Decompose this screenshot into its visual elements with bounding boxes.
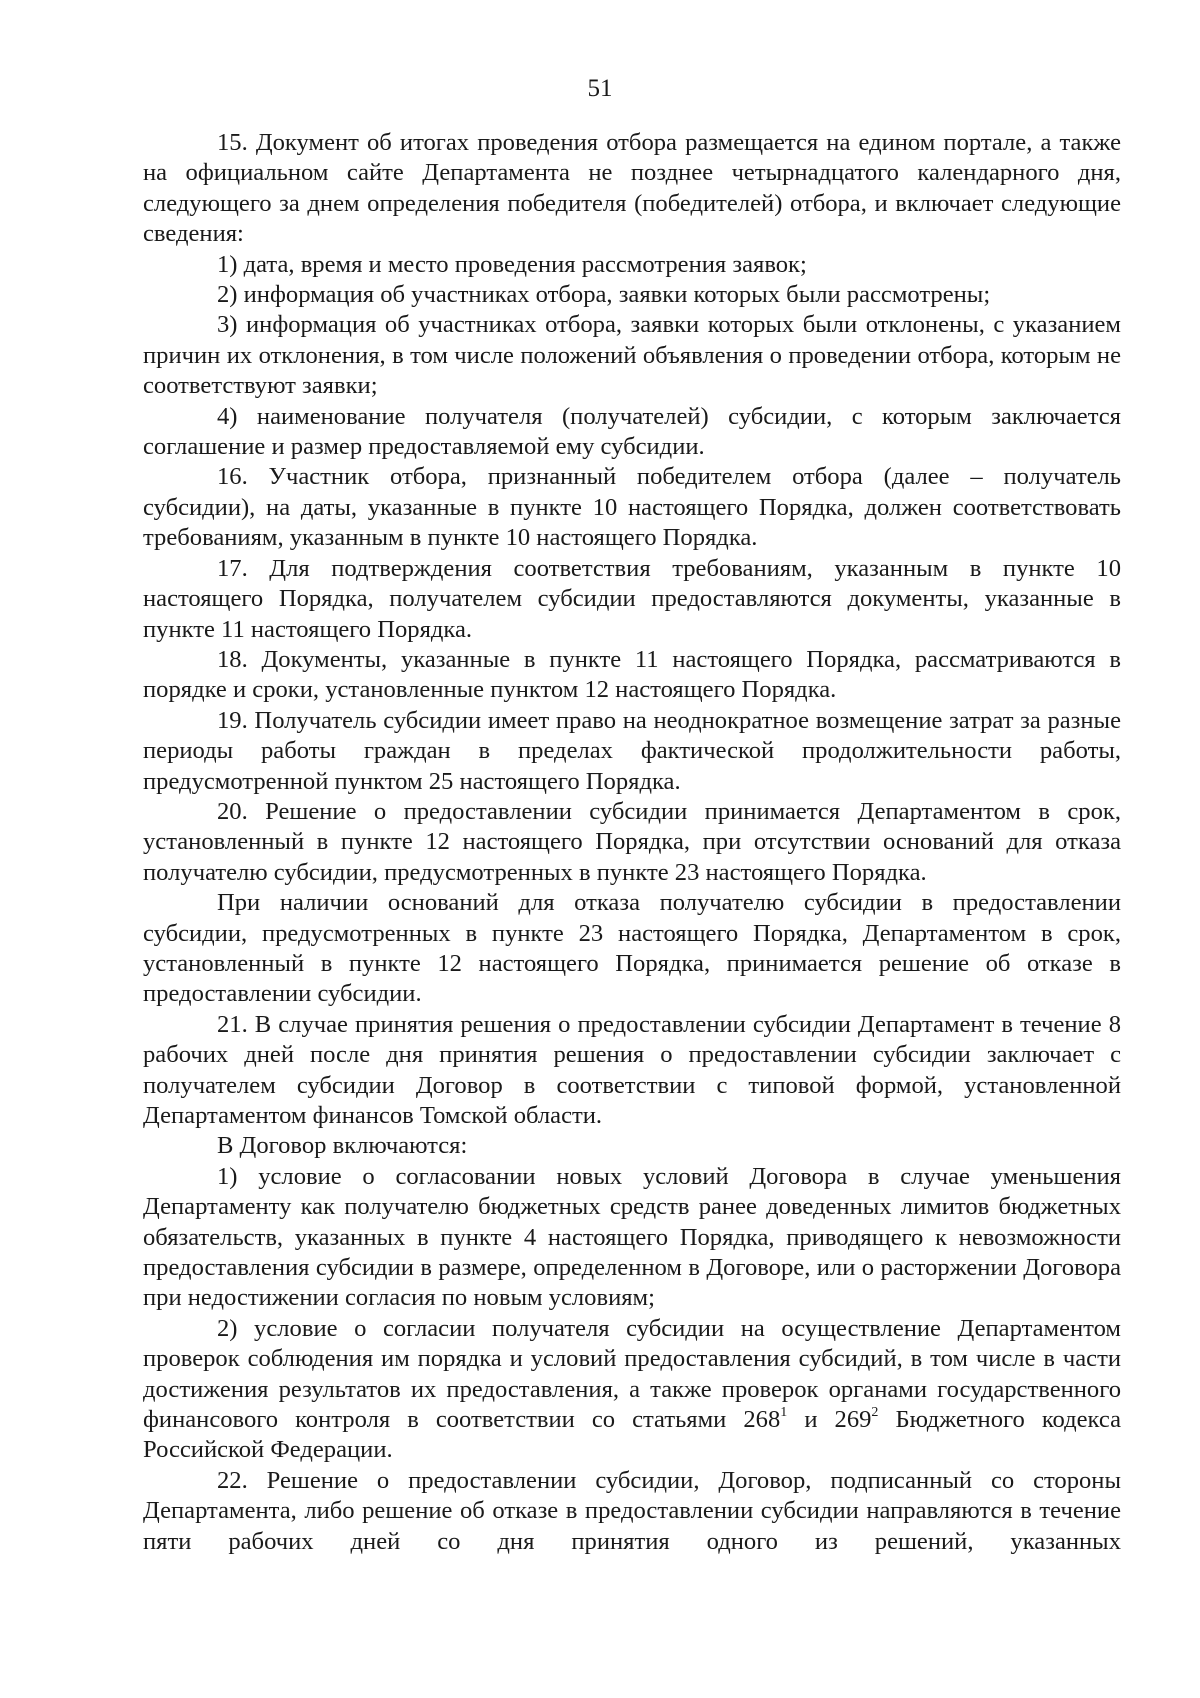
paragraph-21-item-1: 1) условие о согласовании новых условий Договора в случае уменьшения Департаменту как получателю бюджетных средств ранее доведенных лимитов бюджетных обязательств, указанных в пункте 4 настоящего Порядка, приводящего к невозможности предоставления субсидии в размере, определенном в Договоре, или о расторжении Договора при недостижении согласия по новым условиям; [143, 1162, 1121, 1312]
paragraph-21-item-2-text-middle: и 269 [787, 1406, 872, 1434]
paragraph-15-item-1: 1) дата, время и место проведения рассмотрения заявок; [217, 250, 807, 278]
paragraph-18: 18. Документы, указанные в пункте 11 настоящего Порядка, рассматриваются в порядке и сроки, установленные пунктом 12 настоящего Порядка. [143, 645, 1121, 704]
paragraph-15: 15. Документ об итогах проведения отбора размещается на едином портале, а также на официальном сайте Департамента не позднее четырнадцатого календарного дня, следующего за днем определения победителя (победителей) отбора, и включает следующие сведения: [143, 129, 1121, 248]
paragraph-21: 21. В случае принятия решения о предоставлении субсидии Департамент в течение 8 рабочих дней после дня принятия решения о предоставлении субсидии заключает с получателем субсидии Договор в соответствии с типовой формой, установленной Департаментом финансов Томской области. [143, 1010, 1121, 1129]
paragraph-16: 16. Участник отбора, признанный победителем отбора (далее – получатель субсидии), на даты, указанные в пункте 10 настоящего Порядка, должен соответствовать требованиям, указанным в пункте 10 настоящего Порядка. [143, 463, 1121, 552]
superscript-1: 1 [780, 1404, 788, 1420]
paragraph-20: 20. Решение о предоставлении субсидии принимается Департаментом в срок, установленный в пункте 12 настоящего Порядка, при отсутствии оснований для отказа получателю субсидии, предусмотренных в пункте 23 настоящего Порядка. [143, 797, 1121, 886]
paragraph-15-item-4: 4) наименование получателя (получателей) субсидии, с которым заключается соглашение и размер предоставляемой ему субсидии. [143, 402, 1121, 461]
paragraph-21-contract-includes: В Договор включаются: [217, 1132, 468, 1160]
paragraph-15-item-3: 3) информация об участниках отбора, заявки которых были отклонены, с указанием причин их отклонения, в том числе положений объявления о проведении отбора, которым не соответствуют заявки; [143, 311, 1121, 400]
paragraph-15-item-2: 2) информация об участниках отбора, заявки которых были рассмотрены; [217, 281, 991, 309]
document-body [143, 128, 1121, 1557]
paragraph-21-item-2-text-start: 2) условие о согласии получателя субсидии на осуществление Департаментом проверок соблюдения им порядка и условий предоставления субсидий, в том числе в части достижения результатов их предоставления, а также проверок органами государственного финансового контроля в соответствии со статьями 268 [143, 1314, 1121, 1434]
paragraph-17: 17. Для подтверждения соответствия требованиям, указанным в пункте 10 настоящего Порядка, получателем субсидии предоставляются документы, указанные в пункте 11 настоящего Порядка. [143, 554, 1121, 643]
paragraph-20-refusal: При наличии оснований для отказа получателю субсидии в предоставлении субсидии, предусмотренных в пункте 23 настоящего Порядка, Департаментом в срок, установленный в пункте 12 настоящего Порядка, принимается решение об отказе в предоставлении субсидии. [143, 889, 1121, 1008]
paragraph-19: 19. Получатель субсидии имеет право на неоднократное возмещение затрат за разные периоды работы граждан в пределах фактической продолжительности работы, предусмотренной пунктом 25 настоящего Порядка. [143, 706, 1121, 795]
paragraph-21-item-2-text-end: Бюджетного кодекса Российской Федерации. [143, 1406, 1122, 1464]
paragraph-21-item-2 [143, 1314, 1121, 1466]
superscript-2: 2 [871, 1404, 879, 1420]
paragraph-22: 22. Решение о предоставлении субсидии, Договор, подписанный со стороны Департамента, либо решение об отказе в предоставлении субсидии направляются в течение пяти рабочих дней со дня принятия одного из решений, указанных [143, 1466, 1121, 1555]
page-number: 51 [587, 75, 613, 102]
